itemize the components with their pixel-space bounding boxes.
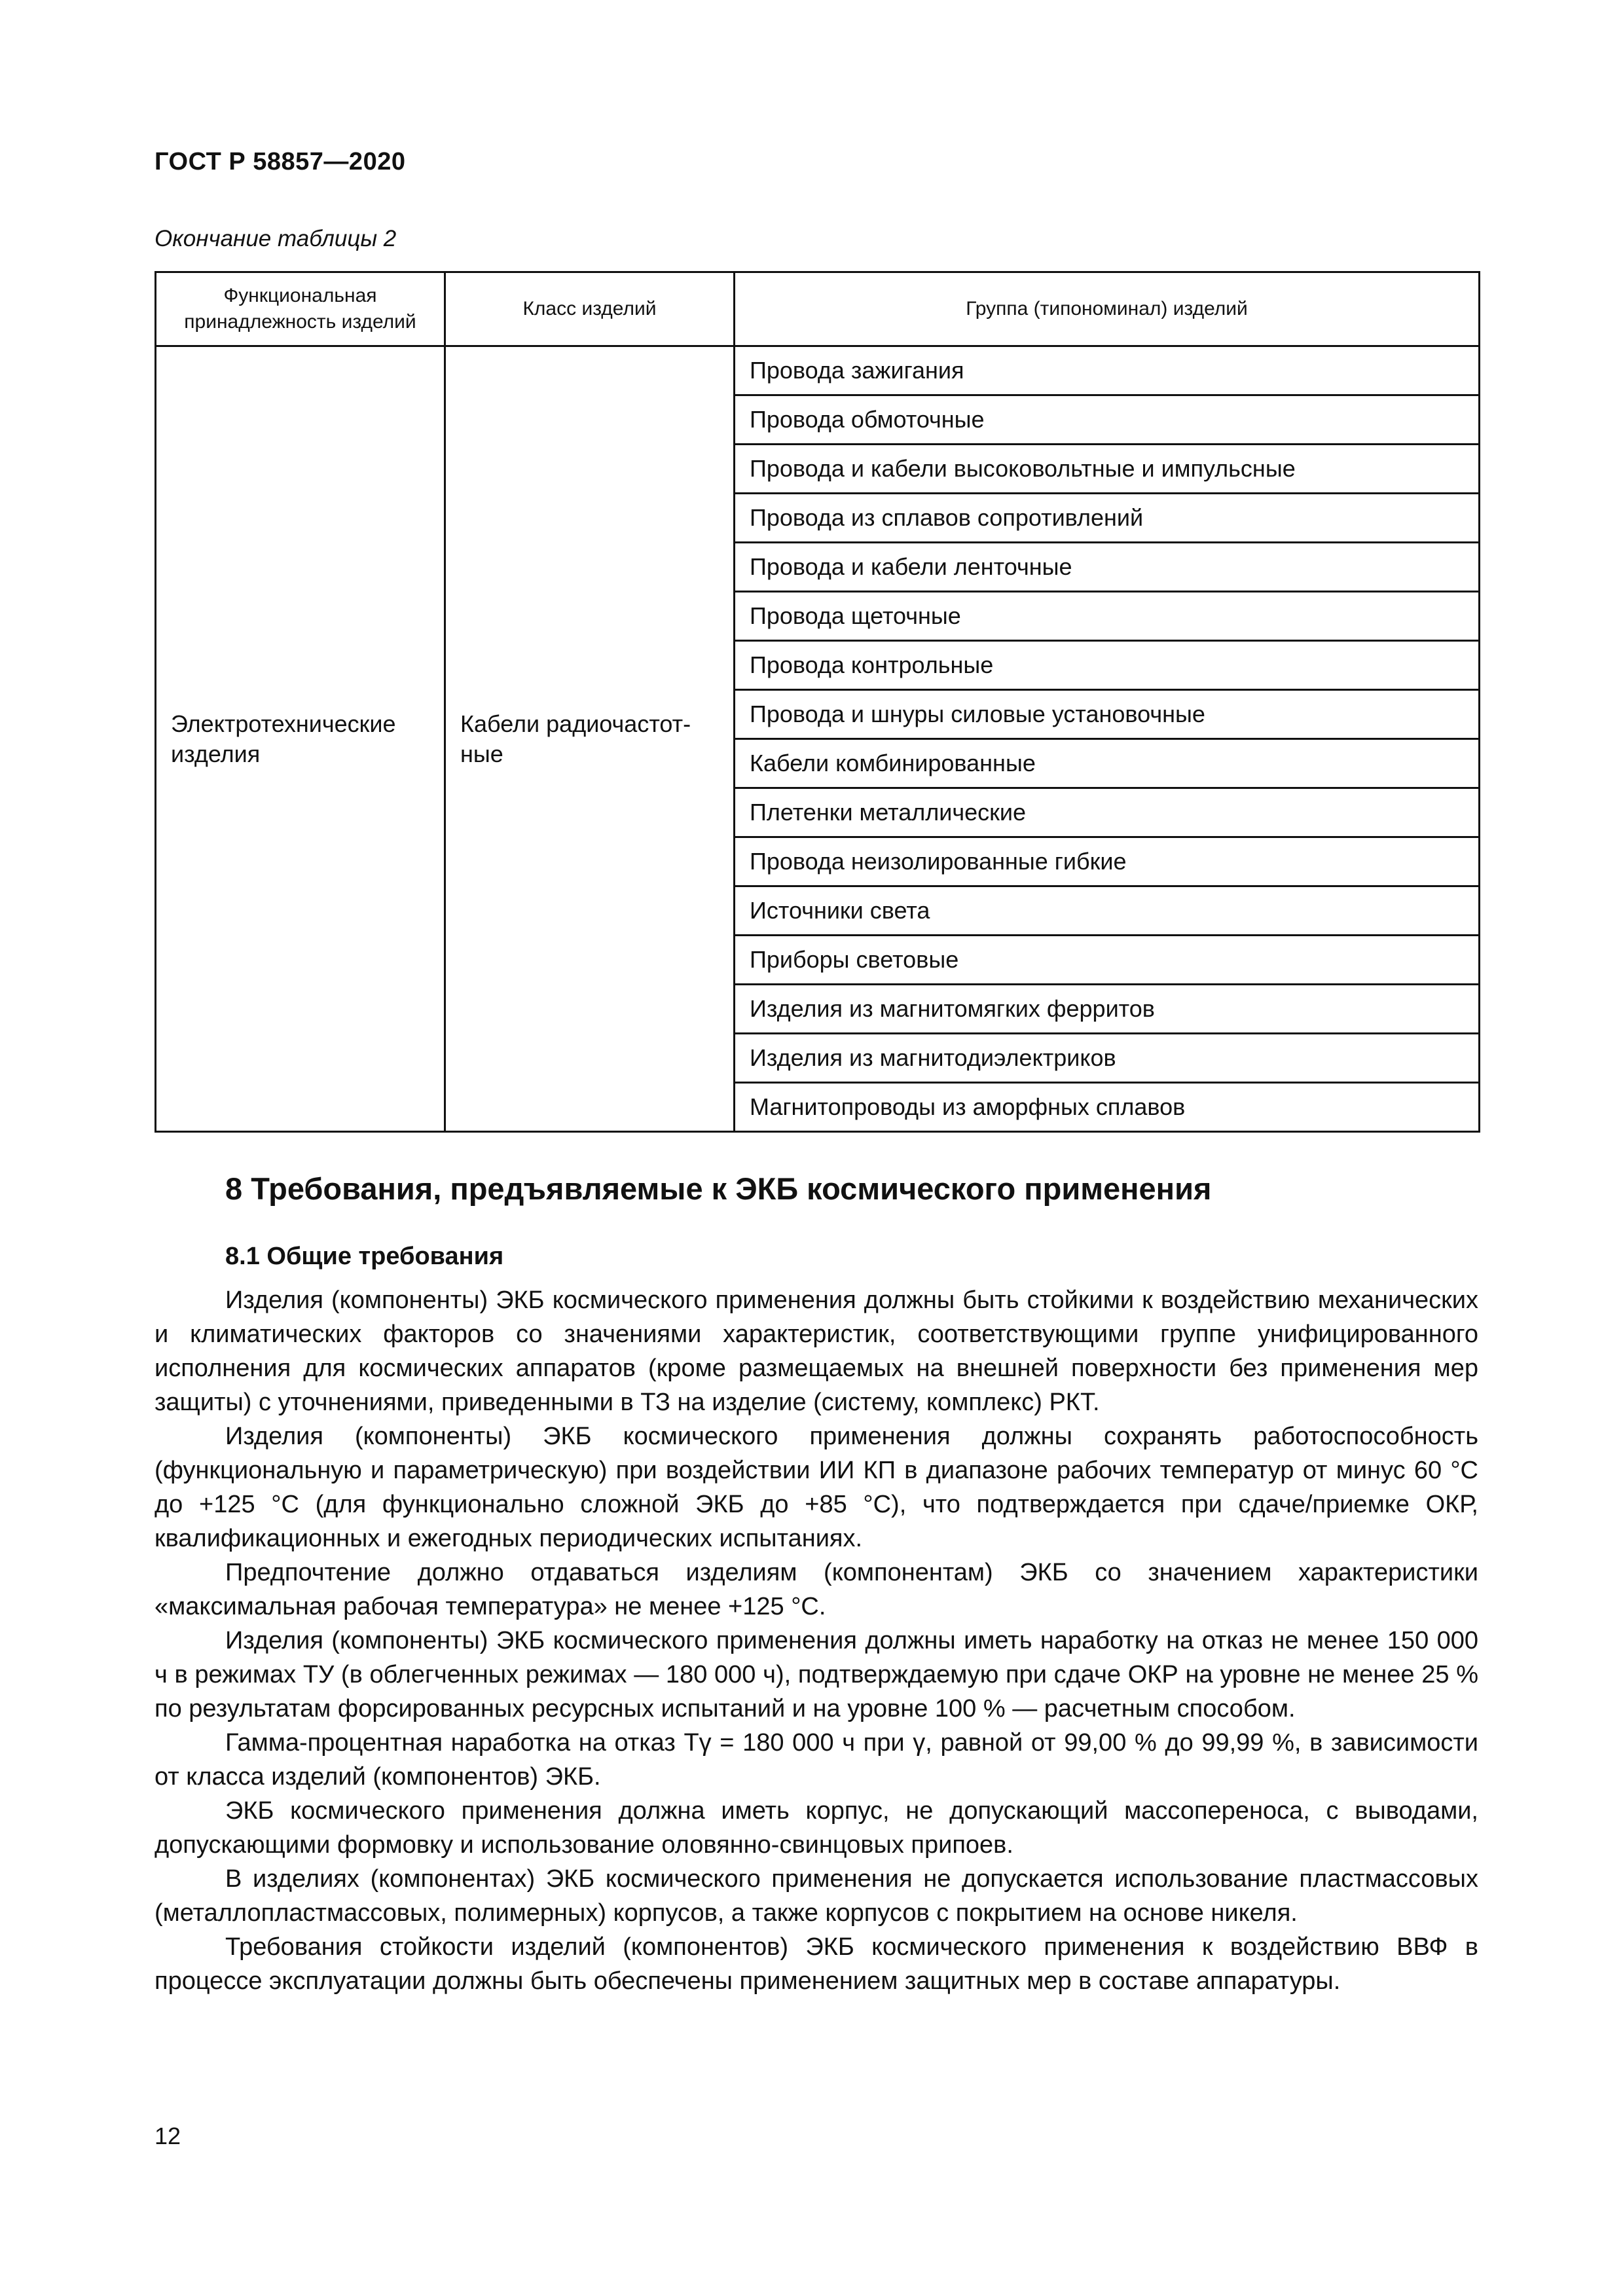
header-functional: Функциональная принадлежность изделий <box>156 272 445 346</box>
paragraph: Изделия (компоненты) ЭКБ космического применения должны сохранять работоспособность (функциональную и параметрическую) при воздействии ИИ КП в диапазоне рабочих температур от минус 60 °С до +125 °С (для функционально сложной ЭКБ до +85 °С), что подтверждается при сдаче/приемке ОКР, квалификационных и ежегодных периодических испытаниях. <box>155 1423 1478 1552</box>
group-cell: Провода неизолированные гибкие <box>735 837 1480 886</box>
page-number: 12 <box>155 2123 181 2149</box>
product-table <box>155 271 1480 1133</box>
group-cell: Магнитопроводы из аморфных сплавов <box>735 1083 1480 1132</box>
group-cell: Провода и кабели ленточные <box>735 543 1480 592</box>
group-cell: Плетенки металлические <box>735 788 1480 837</box>
paragraph: Гамма-процентная наработка на отказ Tγ = 180 000 ч при γ, равной от 99,00 % до 99,99 %, в зависимости от класса изделий (компонентов) ЭКБ. <box>155 1729 1478 1791</box>
paragraph: ЭКБ космического применения должна иметь корпус, не допускающий массопереноса, с выводами, допускающими формовку и использование оловянно-свинцовых припоев. <box>155 1797 1478 1859</box>
body-text <box>155 1283 1478 1998</box>
group-cell: Изделия из магнитомягких ферритов <box>735 985 1480 1034</box>
group-cell: Изделия из магнитодиэлектриков <box>735 1034 1480 1083</box>
table-row <box>156 346 1480 395</box>
group-cell: Провода зажигания <box>735 346 1480 395</box>
header-group: Группа (типономинал) изделий <box>735 272 1480 346</box>
group-cell: Источники света <box>735 886 1480 936</box>
table-caption: Окончание таблицы 2 <box>155 226 397 251</box>
document-header: ГОСТ Р 58857—2020 <box>155 148 406 175</box>
group-cell: Провода щеточные <box>735 592 1480 641</box>
paragraph: Предпочтение должно отдаваться изделиям (компонентам) ЭКБ со значением характеристики «максимальная рабочая температура» не менее +125 °С. <box>155 1559 1478 1620</box>
section-title: 8 Требования, предъявляемые к ЭКБ космического применения <box>225 1171 1212 1206</box>
header-class: Класс изделий <box>445 272 735 346</box>
group-cell: Кабели комбинированные <box>735 739 1480 788</box>
group-cell: Приборы световые <box>735 936 1480 985</box>
subsection-title: 8.1 Общие требования <box>225 1243 504 1270</box>
paragraph: Изделия (компоненты) ЭКБ космического применения должны быть стойкими к воздействию механических и климатических факторов со значениями характеристик, соответствующими группе унифицированного исполнения для космических аппаратов (кроме размещаемых на внешней поверхности без применения мер защиты) с уточнениями, приведенными в ТЗ на изделие (систему, комплекс) РКТ. <box>155 1286 1478 1416</box>
group-cell: Провода из сплавов сопротивлений <box>735 494 1480 543</box>
group-cell: Провода обмоточные <box>735 395 1480 445</box>
paragraph: Требования стойкости изделий (компонентов) ЭКБ космического применения к воздействию ВВФ в процессе эксплуатации должны быть обеспечены применением защитных мер в составе аппаратуры. <box>155 1933 1478 1995</box>
class-cell: Кабели радиочастот-ные <box>445 346 735 1132</box>
group-cell: Провода и кабели высоковольтные и импульсные <box>735 445 1480 494</box>
functional-cell: Электротехнические изделия <box>156 346 445 1132</box>
paragraph: Изделия (компоненты) ЭКБ космического применения должны иметь наработку на отказ не менее 150 000 ч в режимах ТУ (в облегченных режимах — 180 000 ч), подтверждаемую при сдаче ОКР на уровне не менее 25 % по результатам форсированных ресурсных испытаний и на уровне 100 % — расчетным способом. <box>155 1627 1478 1722</box>
paragraph: В изделиях (компонентах) ЭКБ космического применения не допускается использование пластмассовых (металлопластмассовых, полимерных) корпусов, а также корпусов с покрытием на основе никеля. <box>155 1865 1478 1927</box>
group-cell: Провода и шнуры силовые установочные <box>735 690 1480 739</box>
group-cell: Провода контрольные <box>735 641 1480 690</box>
